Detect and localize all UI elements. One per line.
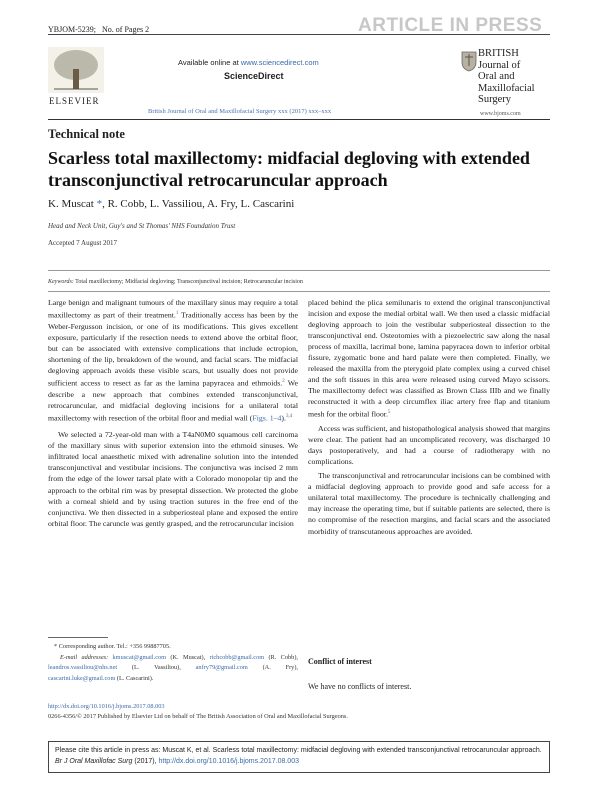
- reference-link[interactable]: 1: [175, 311, 179, 317]
- corresponding-author-note: * Corresponding author. Tel.: +356 99887705.: [54, 643, 171, 650]
- journal-abbrev: Br J Oral Maxillofac Surg: [55, 758, 133, 765]
- elsevier-tree-logo: [48, 47, 104, 93]
- reference-link[interactable]: 2: [282, 378, 285, 384]
- header-divider: [48, 119, 550, 120]
- bjoms-title: BRITISH Journal of Oral and Maxillofacial Surgery: [478, 48, 535, 105]
- bjoms-url[interactable]: www.bjoms.com: [480, 111, 521, 117]
- sciencedirect-logo: ScienceDirect: [224, 71, 284, 81]
- keywords-label: Keywords:: [48, 279, 74, 285]
- reference-link[interactable]: 3,4: [285, 413, 293, 419]
- email-link[interactable]: leandros.vassiliou@nhs.net: [48, 664, 118, 672]
- bjoms-crest-icon: [461, 50, 477, 72]
- figures-link[interactable]: Figs. 1–4: [252, 413, 282, 423]
- manuscript-id: YBJOM-5239;: [48, 25, 97, 34]
- body-left-column: [48, 297, 298, 529]
- article-in-press-banner: ARTICLE IN PRESS: [358, 15, 543, 36]
- paragraph: Access was sufficient, and histopathological analysis showed that margins were clear. The patient had an uncomplicated recovery, was discharged 10 days postoperatively, and had a course of radiotherapy with no complications.: [308, 424, 550, 467]
- email-addresses: E-mail addresses: kmuscat@gmail.com (K. Muscat), richcobb@gmail.com (R. Cobb), leandros.vassiliou@nhs.net (L. Vassiliou), anfry79@gmail.com (A. Fry), cascarini.luke@gmail.com (L. Cascarini).: [48, 653, 298, 682]
- paragraph: placed behind the plica semilunaris to extend the original transconjunctival incision and expose the medial orbital wall. We then used a classic midfacial degloving approach to join the vestibular subperiosteal dissection to the transconjunctival end. Osteotomies with a piezoelectric saw along the nasal process of maxilla, lacrimal bone, lamina papyracea down to inferior orbital fissure, zygomatic bone and hard palate were then completed. Finally, we released the maxilla from the pterygoid plate complex using a curved chisel and the soft tissues in this area were released using curved Mayo scissors. The maxillectomy defect was classified as Brown Class IIIb and we finally reconstructed it with a deep circumflex iliac artery free flap and titanium mesh for the orbital floor.$^5$: [308, 298, 550, 420]
- body-right-column: [308, 297, 550, 537]
- affiliation: Head and Neck Unit, Guy's and St Thomas' NHS Foundation Trust: [48, 222, 236, 230]
- available-online: Available online at www.sciencedirect.com: [178, 58, 319, 67]
- email-link[interactable]: richcobb@gmail.com: [209, 653, 265, 661]
- paragraph: We selected a 72-year-old man with a T4aN0M0 squamous cell carcinoma of the maxillary sinus with superior extension into the ethmoid sinuses. We infiltrated local anaesthetic mixed with adrenaline solution into the intended transconjunctival and vestibular incisions. The conjunctiva was incised 2 mm from the edge of the lower tarsal plate with a Colorado monopolar tip and the approach to the orbital rim was by preseptal dissection. We protected the globe with a corneal shield and by using traction sutures in the free end of the conjunctiva. We then dissected in a subperiosteal plane and exposed the entire orbital floor. The caruncle was gently grasped, and the retrocaruncular incision: [48, 430, 298, 528]
- paragraph: Large benign and malignant tumours of the maxillary sinus may require a total maxillectomy as part of their treatment.$^1$ Traditionally access has been by the Weber-Fergusson incision, or one of its modifications. This gives excellent exposure, particularly if the resection needs to extend above the orbital floor, but can be associated with extensive complications that include ectropion, shortening of the lip, breakdown of the wound, and facial scars. The midfacial degloving approach avoids these visible scars, but usually does not provide sufficient access to resect as far as the lamina papyracea and ethmoids.$^2$ We describe a new approach that combines extended transconjunctival, retrocaruncular, and midfacial degloving incisions for a unilateral total maxillectomy with resection of the orbital floor and medial wall (Figs. 1–4).$^{3,4}$: [48, 298, 298, 423]
- article-title: Scarless total maxillectomy: midfacial degloving with extended transconjunctival retrocaruncular approach: [48, 148, 530, 190]
- email-link[interactable]: cascarini.luke@gmail.com: [48, 674, 116, 682]
- footnote: [48, 642, 298, 684]
- conflict-text: We have no conflicts of interest.: [308, 682, 412, 691]
- keywords-bottom-divider: [48, 291, 550, 292]
- paragraph: The transconjunctival and retrocaruncular incisions can be combined with a midfacial degloving approach to provide good and safe access for a unilateral total maxillectomy. The procedure is technically challenging and may increase the operating time, but if suitable patients are selected, there is no compromise of the resection margins, and facial scars and the associated morbidity of transcutaneous approaches are avoided.: [308, 471, 550, 536]
- accepted-date: Accepted 7 August 2017: [48, 239, 118, 247]
- doi-link[interactable]: http://dx.doi.org/10.1016/j.bjoms.2017.08.003: [48, 703, 165, 710]
- reference-link[interactable]: 5: [387, 410, 391, 416]
- author-list: K. Muscat *, R. Cobb, L. Vassiliou, A. Fry, L. Cascarini: [48, 198, 295, 210]
- elsevier-wordmark: ELSEVIER: [49, 96, 100, 106]
- conflict-heading: Conflict of interest: [308, 657, 372, 666]
- keywords-top-divider: [48, 270, 550, 271]
- email-link[interactable]: anfry79@gmail.com: [195, 664, 248, 672]
- page-count: No. of Pages 2: [102, 25, 150, 34]
- citation-doi-link[interactable]: http://dx.doi.org/10.1016/j.bjoms.2017.08.003: [158, 758, 299, 765]
- email-link[interactable]: kmuscat@gmail.com: [112, 653, 167, 661]
- manuscript-info: [48, 25, 149, 34]
- sciencedirect-link[interactable]: www.sciencedirect.com: [240, 58, 319, 67]
- copyright-notice: 0266-4356/© 2017 Published by Elsevier Ltd on behalf of The British Association of Oral and Maxillofacial Surgeons.: [48, 713, 348, 720]
- keywords: [48, 279, 303, 285]
- corresponding-author-marker[interactable]: *: [96, 198, 103, 210]
- citation-box: Please cite this article in press as: Muscat K, et al. Scarless total maxillectomy: midfacial degloving with extended transconjunctival retrocaruncular approach. Br J Oral Maxillofac Surg (2017), http://dx.doi.org/10.1016/j.bjoms.2017.08.003: [48, 741, 550, 773]
- article-type: Technical note: [48, 127, 125, 141]
- keywords-list: Total maxillectomy; Midfacial degloving; Transconjunctival incision; Retrocaruncular incision: [73, 279, 303, 285]
- journal-citation[interactable]: British Journal of Oral and Maxillofacial Surgery xxx (2017) xxx–xxx: [148, 108, 332, 115]
- footnote-divider: [48, 637, 108, 638]
